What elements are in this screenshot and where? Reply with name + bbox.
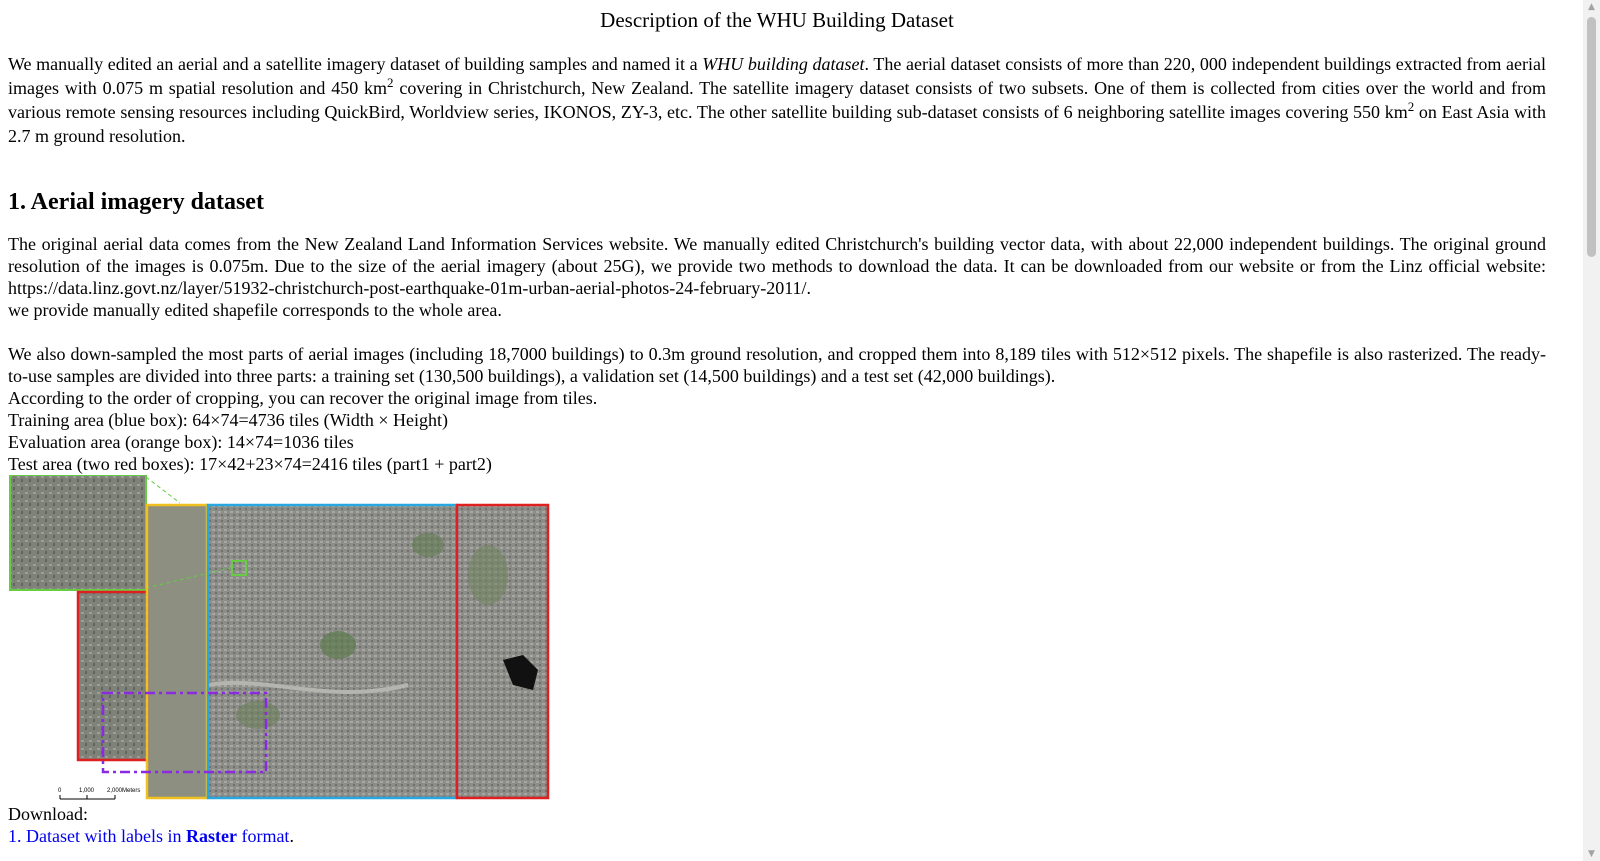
superscript: 2	[387, 75, 394, 90]
intro-text-1: We manually edited an aerial and a satellite imagery dataset of building samples and named it a	[8, 54, 703, 74]
shapefile-line: we provide manually edited shapefile corresponds to the whole area.	[8, 300, 502, 320]
download-item	[8, 825, 1546, 847]
scale-label-1000: 1,000	[79, 788, 95, 794]
superscript: 2	[1407, 99, 1415, 114]
document	[8, 0, 1546, 847]
intro-text-2: . The aerial dataset consists of more than 220, 000 independent buildings extracted from aerial images with 0.075 m spatial resolution and 450 km	[8, 54, 1546, 98]
link-prefix: 1. Dataset with labels in	[8, 826, 186, 846]
period: .	[289, 826, 294, 846]
scrollbar-thumb[interactable]	[1587, 17, 1596, 257]
scale-bar	[58, 788, 140, 799]
section-heading: 1. Aerial imagery dataset	[8, 189, 264, 215]
order-line: According to the order of cropping, you can recover the original image from tiles.	[8, 388, 598, 408]
test-area-line: Test area (two red boxes): 17×42+23×74=2416 tiles (part1 + part2)	[8, 454, 492, 474]
intro-text-4: on East Asia with 2.7 m ground resolution.	[8, 102, 1546, 146]
study-area-map	[8, 475, 550, 803]
link-suffix: format	[236, 826, 290, 846]
aerial-description	[8, 233, 1546, 299]
page-title: Description of the WHU Building Dataset	[600, 8, 954, 32]
raster-dataset-link[interactable]	[8, 826, 289, 846]
dataset-name: WHU building dataset	[702, 54, 865, 74]
scroll-up-arrow-icon[interactable]: ▲	[1588, 2, 1595, 12]
aerial-description-text: The original aerial data comes from the New Zealand Land Information Services website. We manually edited Christchurch's building vector data, with about 22,000 independent buildings. The original ground resolution of the images is 0.075m. Due to the size of the aerial imagery (about 25G), we provide two methods to download the data. It can be downloaded from our website or from the Linz official website:	[8, 234, 1546, 276]
scale-label-0: 0	[58, 788, 62, 794]
vertical-scrollbar[interactable]	[1583, 0, 1600, 861]
downsample-paragraph: We also down-sampled the most parts of aerial images (including 18,7000 buildings) to 0.3m ground resolution, and cropped them into 8,189 tiles with 512×512 pixels. The shapefile is also rasterized. The ready-to-use samples are divided into three parts: a training set (130,500 buildings), a validation set (14,500 buildings) and a test set (42,000 buildings).	[8, 344, 1546, 386]
training-area-line: Training area (blue box): 64×74=4736 tiles (Width × Height)	[8, 410, 448, 430]
scroll-down-arrow-icon[interactable]: ▼	[1588, 849, 1595, 859]
scale-label-2000: 2,000Meters	[107, 788, 141, 794]
evaluation-area-line: Evaluation area (orange box): 14×74=1036 tiles	[8, 432, 354, 452]
linz-url: https://data.linz.govt.nz/layer/51932-christchurch-post-earthquake-01m-urban-aerial-photos-24-february-2011/.	[8, 278, 812, 298]
download-label: Download:	[8, 804, 88, 824]
intro-paragraph	[8, 52, 1546, 148]
link-bold: Raster	[185, 826, 237, 846]
study-area-map-image	[8, 475, 550, 803]
intro-text-3: covering in Christchurch, New Zealand. The satellite imagery dataset consists of two subsets. One of them is collected from cities over the world and from various remote sensing resources including QuickBird, Worldview series, IKONOS, ZY-3, etc. The other satellite building sub-dataset consists of 6 neighboring satellite images covering 550 km	[8, 78, 1546, 122]
